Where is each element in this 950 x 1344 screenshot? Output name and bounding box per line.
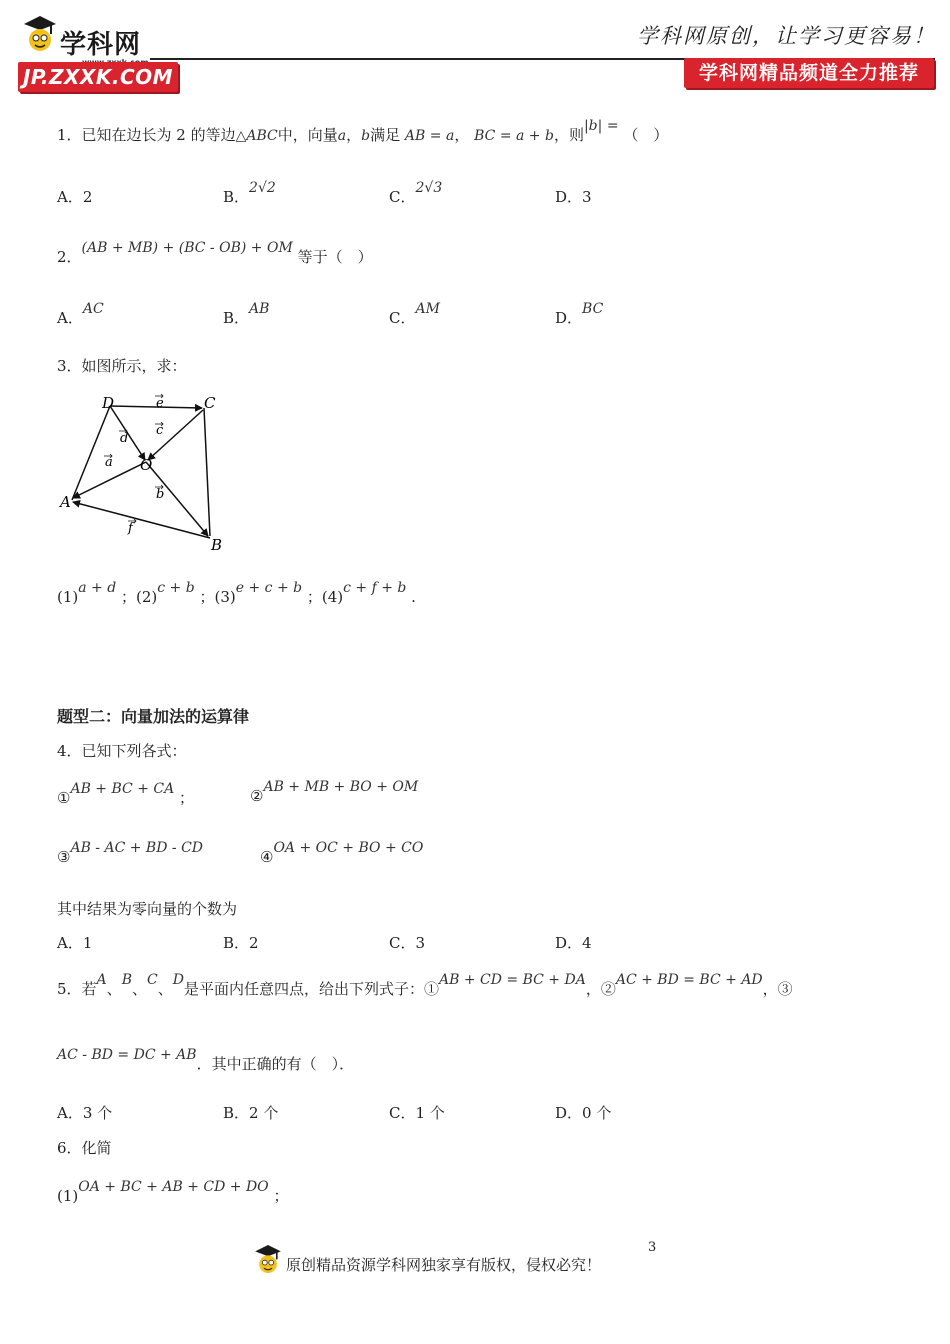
q4-expr-3: ③AB - AC + BD - CD <box>57 840 204 866</box>
vector-f-BA <box>73 502 210 538</box>
label-c: c <box>156 423 164 438</box>
logo-text: 学科网 <box>60 30 142 60</box>
q6-stem: 6．化简 <box>57 1139 112 1157</box>
label-f: f <box>128 521 133 536</box>
q2-option-a: A．AC <box>57 301 104 327</box>
q4-option-d: D．4 <box>555 934 592 952</box>
label-d: d <box>120 431 129 446</box>
q1-option-a: A．2 <box>57 188 93 206</box>
q1-eq1: AB = a <box>404 128 455 144</box>
q4-option-b: B．2 <box>223 934 259 952</box>
q5-option-a: A．3 个 <box>57 1104 113 1122</box>
label-O: O <box>140 456 153 474</box>
q4-question: 其中结果为零向量的个数为 <box>57 900 238 918</box>
q2-option-b: B．AB <box>223 301 270 327</box>
q6-part-1: (1)OA + BC + AB + CD + DO ； <box>57 1179 289 1205</box>
label-B: B <box>211 536 223 554</box>
q4-option-a: A．1 <box>57 934 93 952</box>
q3-parts: (1)a + d ；(2)c + b ；(3)e + c + b ；(4)c + f + b . <box>57 580 416 606</box>
page-number: 3 <box>648 1240 657 1255</box>
q1-eq2: BC = a + b <box>474 128 554 144</box>
q5-stem-cont: AC - BD = DC + AB．其中正确的有（ ）． <box>57 1047 355 1073</box>
q2-option-d: D．BC <box>555 301 604 327</box>
mascot-icon <box>20 14 60 58</box>
q1-option-c: C．2√3 <box>389 180 443 206</box>
header-slogan: 学科网原创，让学习更容易！ <box>637 24 936 48</box>
q5-option-b: B．2 个 <box>223 1104 279 1122</box>
q1-option-b: B．2√2 <box>223 180 276 206</box>
edge-DA <box>72 406 110 500</box>
page-footer <box>250 1242 670 1282</box>
q4-stem: 4．已知下列各式： <box>57 742 187 760</box>
q4-option-c: C．3 <box>389 934 426 952</box>
label-A: A <box>60 493 71 511</box>
label-a: a <box>105 455 113 470</box>
q4-expr-4: ④OA + OC + BO + CO <box>260 840 424 866</box>
edge-CB <box>204 408 210 536</box>
q5-stem: 5．若A、B、C、D是平面内任意四点，给出下列式子：①AB + CD = BC + DA，②AC + BD = BC + AD，③ <box>57 972 793 998</box>
q1-option-d: D．3 <box>555 188 592 206</box>
jp-zxxk-banner[interactable]: JP.ZXXK.COM <box>18 62 178 92</box>
q2-stem: 2．(AB + MB) + (BC - OB) + OM 等于（ ） <box>57 240 373 266</box>
label-b: b <box>156 487 165 502</box>
q4-expr-2: ②AB + MB + BO + OM <box>250 779 419 805</box>
vector-figure <box>58 392 228 554</box>
label-e: e <box>156 396 164 411</box>
q1-triangle: △ABC <box>235 128 278 144</box>
zxxk-logo[interactable] <box>20 14 150 58</box>
label-C: C <box>204 394 216 412</box>
mascot-icon <box>252 1242 284 1280</box>
page-header <box>0 0 950 100</box>
q2-expression: (AB + MB) + (BC - OB) + OM <box>81 240 293 256</box>
q3-stem: 3．如图所示，求： <box>57 357 187 375</box>
q1-stem: 1．已知在边长为 2 的等边△ABC中，向量a，b满足 AB = a， BC = a + b，则|b| = （ ） <box>57 118 669 144</box>
q5-option-c: C．1 个 <box>389 1104 445 1122</box>
section-title-2: 题型二：向量加法的运算律 <box>57 707 250 726</box>
label-D: D <box>102 394 115 412</box>
q2-option-c: C．AM <box>389 301 440 327</box>
q4-expr-1: ①AB + BC + CA ； <box>57 781 194 807</box>
q5-option-d: D．0 个 <box>555 1104 612 1122</box>
recommend-banner[interactable]: 学科网精品频道全力推荐 <box>684 58 934 88</box>
copyright-notice: 原创精品资源学科网独家享有版权，侵权必究！ <box>286 1256 602 1274</box>
q1-abs-b: |b| = <box>583 118 619 134</box>
